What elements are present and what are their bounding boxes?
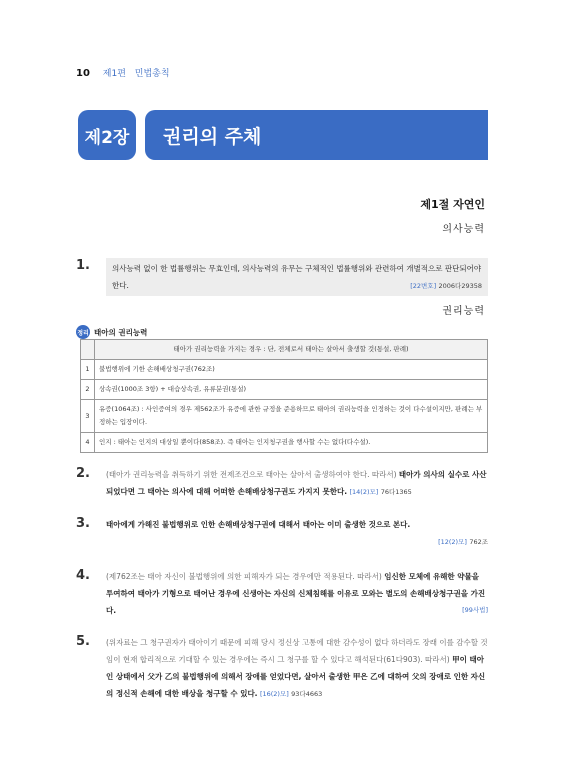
question-5 bbox=[76, 634, 488, 703]
table-row bbox=[81, 400, 488, 433]
part-label: 제1편 bbox=[102, 69, 126, 79]
source-tag: [14(2)모] bbox=[349, 488, 379, 496]
question-1 bbox=[76, 258, 488, 296]
question-number: 4. bbox=[76, 568, 90, 583]
question-body bbox=[106, 258, 488, 296]
question-text: 의사능력 없이 한 법률행위는 무효인데, 의사능력의 유무는 구체적인 법률행위와 관련하여 개별적으로 판단되어야 한다. bbox=[112, 264, 482, 290]
table-row bbox=[81, 433, 488, 453]
page-number: 10 bbox=[76, 68, 90, 79]
chapter-number: 제2장 bbox=[78, 110, 136, 160]
source-tag: [12(2)모] bbox=[438, 538, 467, 546]
row-number: 3 bbox=[81, 400, 95, 433]
running-header bbox=[76, 66, 170, 79]
case-reference: 76다1365 bbox=[380, 488, 412, 496]
question-body bbox=[106, 568, 488, 619]
case-reference: 762조 bbox=[469, 538, 488, 546]
row-number: 2 bbox=[81, 380, 95, 400]
row-text: 인지 : 태아는 인지의 대상일 뿐이다(858조). 즉 태아는 인지청구권을 행사할 수는 없다(다수설). bbox=[95, 433, 488, 453]
row-number: 4 bbox=[81, 433, 95, 453]
source-tag: [16(2)모] bbox=[259, 690, 289, 698]
question-preface: (제762조는 태아 자신이 불법행위에 의한 피해자가 되는 경우에만 적용된다. 따라서) bbox=[106, 572, 382, 581]
row-number: 1 bbox=[81, 360, 95, 380]
question-text: 태아가 의사의 실수로 사산되었다면 그 태아는 의사에 대해 어떠한 손해배상청구권도 가지지 못한다. bbox=[106, 470, 487, 496]
question-number: 2. bbox=[76, 466, 90, 481]
section-label: 민법총칙 bbox=[134, 69, 170, 79]
table-header: 태아가 권리능력을 가지는 경우 : 단, 전체로서 태아는 살아서 출생할 것(통설, 판례) bbox=[95, 340, 488, 360]
table-row bbox=[81, 360, 488, 380]
question-number: 3. bbox=[76, 516, 90, 531]
case-reference: 93다4663 bbox=[291, 690, 323, 698]
row-text: 상속권(1000조 3항) + 대습상속권, 유류분권(통설) bbox=[95, 380, 488, 400]
case-reference: 2006다29358 bbox=[438, 282, 482, 290]
table-row bbox=[81, 380, 488, 400]
subheading-legal-capacity: 권리능력 bbox=[442, 306, 485, 317]
question-number: 5. bbox=[76, 634, 90, 649]
fetus-capacity-table bbox=[80, 339, 488, 453]
table-header-blank bbox=[81, 340, 95, 360]
question-body bbox=[106, 634, 488, 703]
question-2 bbox=[76, 466, 488, 501]
question-number: 1. bbox=[76, 258, 90, 273]
subheading-mental-capacity: 의사능력 bbox=[442, 224, 485, 235]
question-text: 甲이 태아인 상태에서 父가 乙의 불법행위에 의해서 장애를 얻었다면, 살아서 출생한 甲은 乙에 대하여 父의 장애로 인한 자신의 정신적 손해에 대한 배상을 청구할 수 있다. bbox=[106, 655, 486, 698]
section-title: 제1절 자연인 bbox=[420, 198, 485, 211]
note-title: 태아의 권리능력 bbox=[94, 327, 148, 337]
question-body bbox=[106, 516, 488, 551]
question-preface: (위자료는 그 청구권자가 태아이기 때문에 피해 당시 정신상 고통에 대한 감수성이 없다 하더라도 장래 이를 감수할 것임이 현재 합리적으로 기대할 수 있는 경우에는 즉시 그 청구를 할 수 있다고 해석된다(61다903). 따라서) bbox=[106, 638, 488, 664]
question-3 bbox=[76, 516, 488, 551]
row-text: 불법행위에 기한 손해배상청구권(762조) bbox=[95, 360, 488, 380]
note-icon: 정리 bbox=[76, 325, 90, 339]
source-tag: [99사법] bbox=[462, 606, 488, 614]
question-body bbox=[106, 466, 488, 501]
question-text: 태아에게 가해진 불법행위로 인한 손해배상청구권에 대해서 태아는 이미 출생한 것으로 본다. bbox=[106, 520, 411, 529]
question-text: 임신한 모체에 유해한 약물을 투여하여 태아가 기형으로 태어난 경우에 신생아는 자신의 신체침해를 이유로 모와는 별도의 손해배상청구권을 가진다. bbox=[106, 572, 486, 615]
chapter-title: 권리의 주체 bbox=[145, 110, 488, 160]
row-text: 유증(1064조) : 사인증여의 경우 제562조가 유증에 관한 규정을 준용하므로 태아의 권리능력을 인정하는 것이 다수설이지만, 판례는 부정하는 입장이다. bbox=[95, 400, 488, 433]
question-4 bbox=[76, 568, 488, 619]
table-header-row bbox=[81, 340, 488, 360]
source-tag: [22변호] bbox=[410, 282, 437, 290]
question-preface: (태아가 권리능력을 취득하기 위한 전제조건으로 태아는 살아서 출생하여야 한다. 따라서) bbox=[106, 470, 397, 479]
note-heading bbox=[76, 325, 147, 339]
